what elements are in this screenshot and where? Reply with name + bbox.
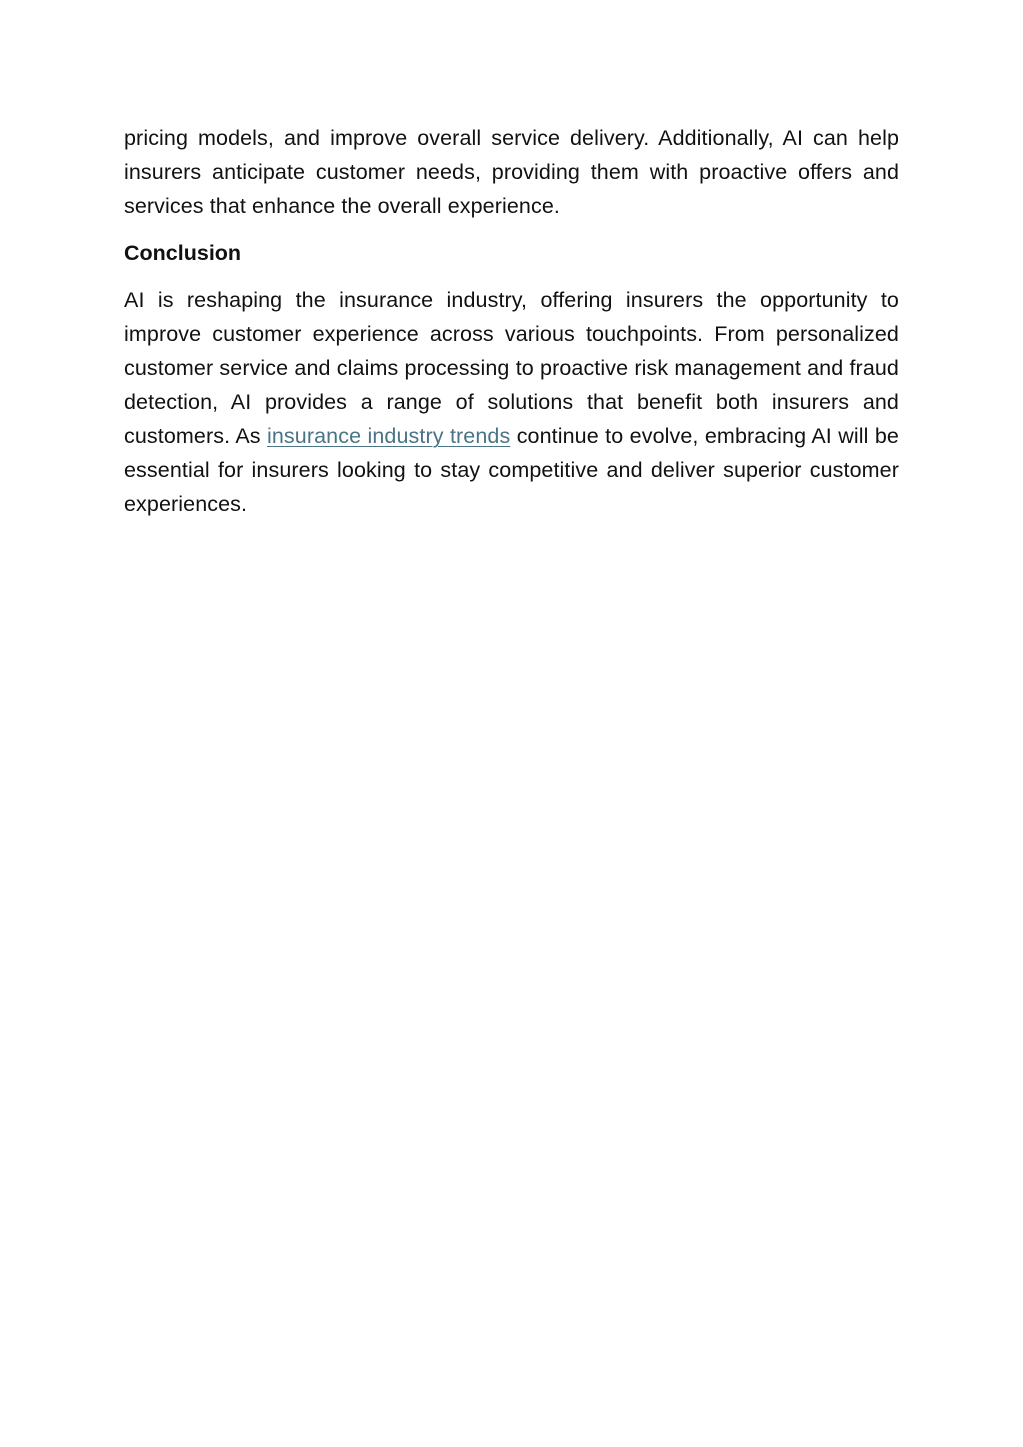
insurance-industry-trends-link[interactable]: insurance industry trends: [267, 424, 511, 448]
intro-paragraph: pricing models, and improve overall service delivery. Additionally, AI can help insurers anticipate customer needs, providing them with proactive offers and services that enhance the overall experience.: [124, 126, 899, 218]
document-page: [124, 121, 899, 521]
conclusion-text-after-link: continue to evolve, embracing AI will be essential for insurers looking to stay competitive and deliver superior customer experiences.: [124, 424, 899, 516]
conclusion-heading: Conclusion: [124, 241, 242, 265]
conclusion-paragraph: [124, 283, 899, 521]
conclusion-text-before-link: AI is reshaping the insurance industry, offering insurers the opportunity to improve customer experience across various touchpoints. From personalized customer service and claims processing to proactive risk management and fraud detection, AI provides a range of solutions that benefit both insurers and customers. As: [124, 288, 899, 448]
